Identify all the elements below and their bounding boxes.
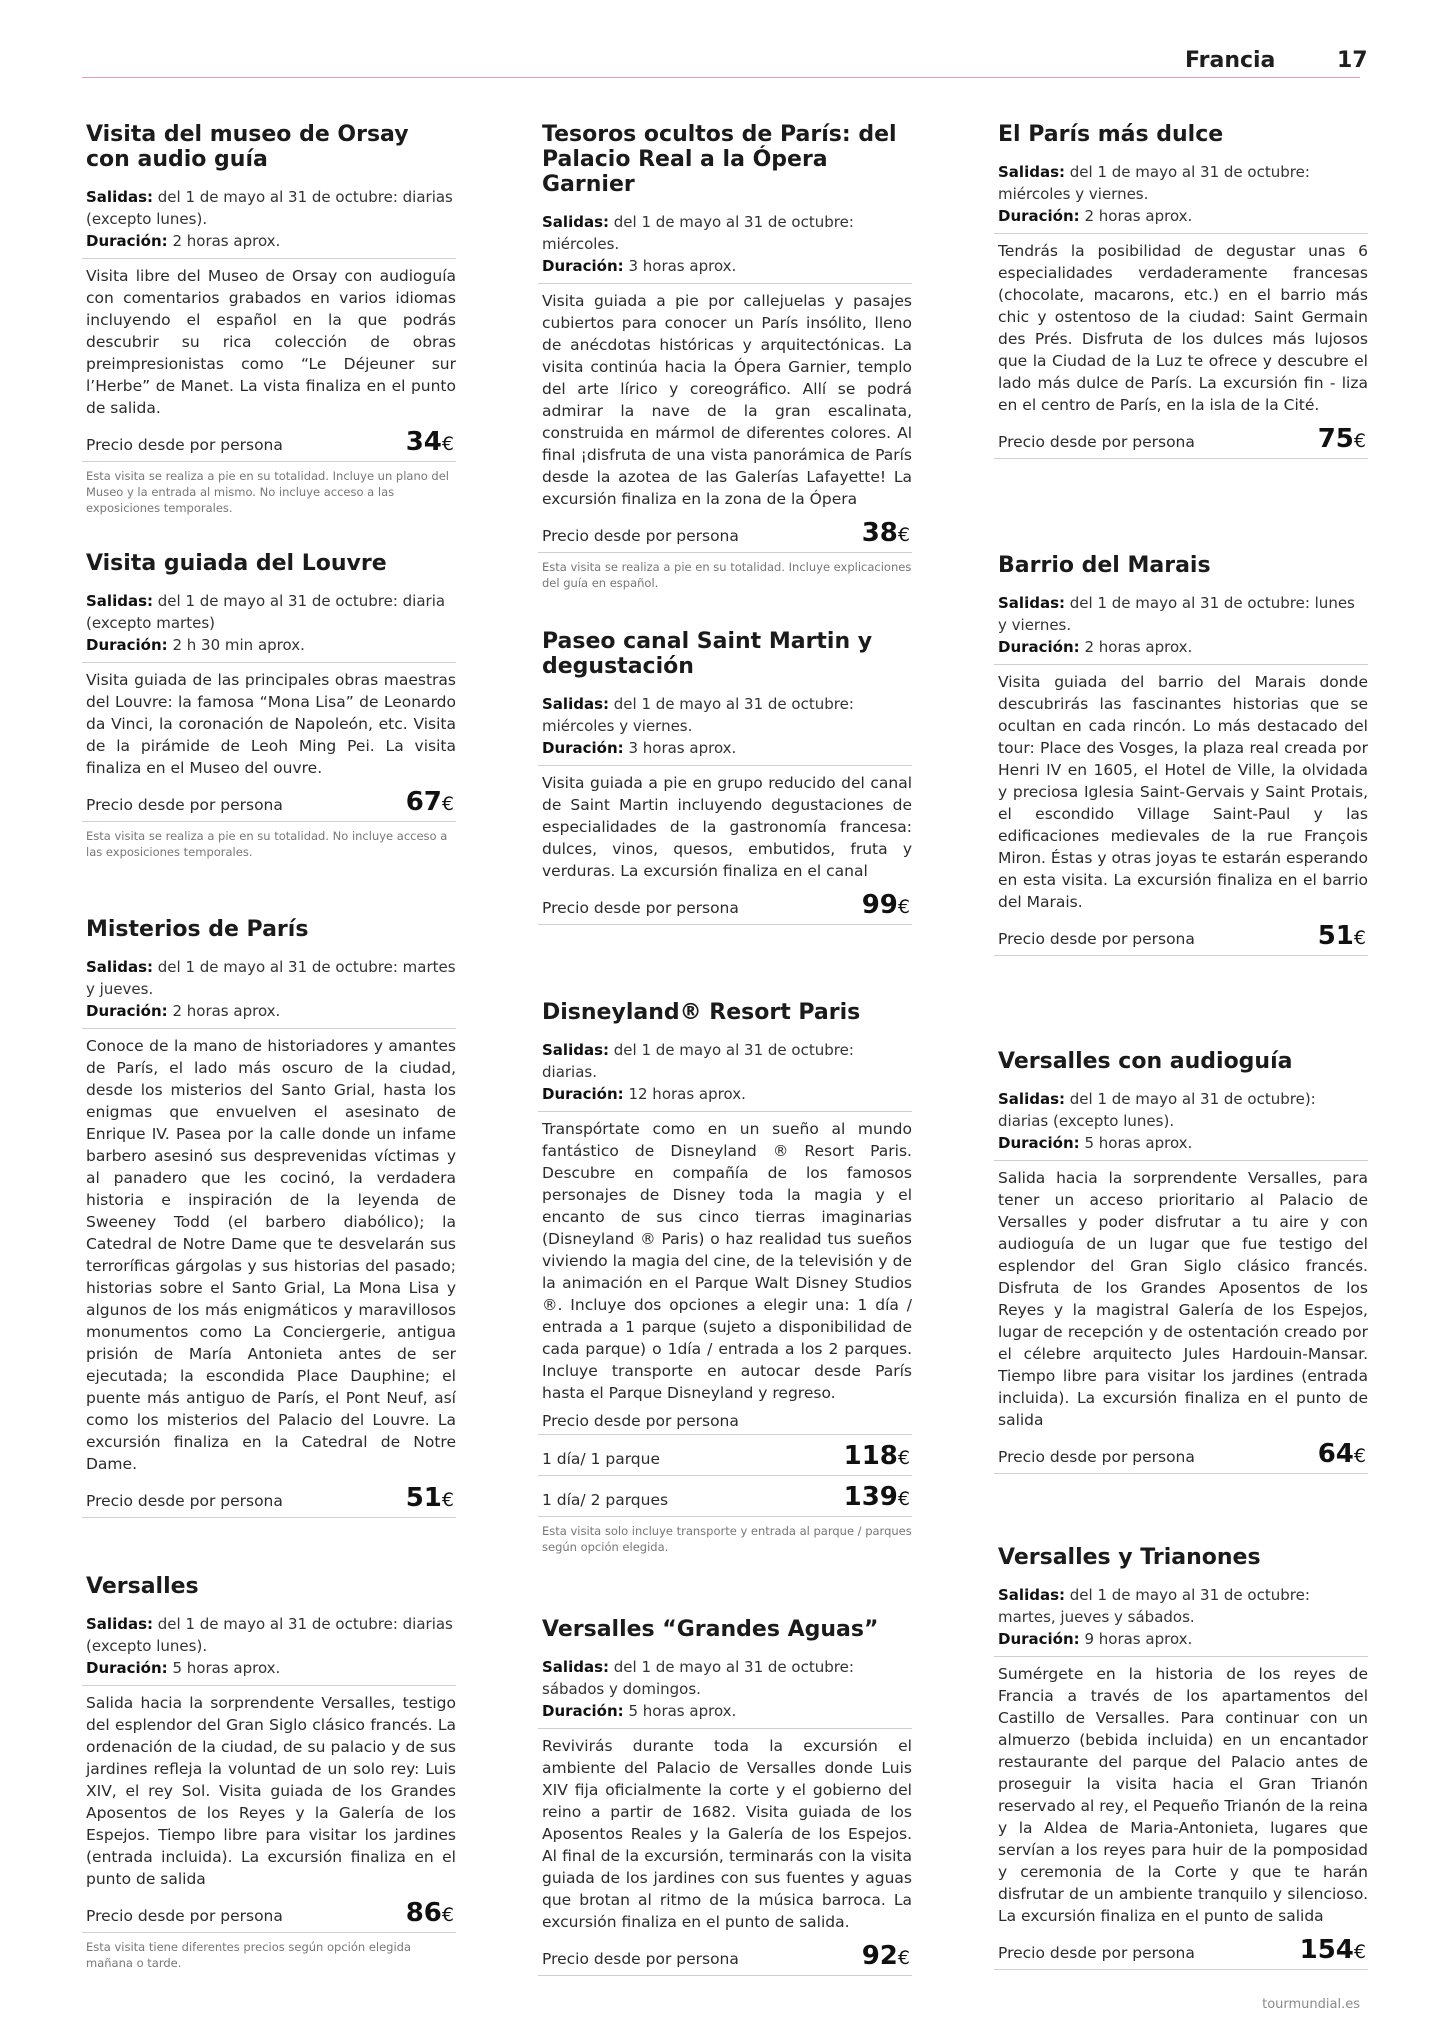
excursion-card xyxy=(994,1545,1368,1970)
duracion-text: Duración: 2 horas aprox. xyxy=(86,232,281,250)
price-label: Precio desde por persona xyxy=(542,1950,739,1968)
excursion-title: Versalles y Trianones xyxy=(998,1545,1261,1570)
divider xyxy=(82,1028,456,1029)
excursion-card xyxy=(82,551,456,860)
salidas-text: Salidas: del 1 de mayo al 31 de octubre: sábados y domingos. xyxy=(542,1658,854,1698)
excursion-title: Disneyland® Resort Paris xyxy=(542,1000,861,1025)
price-label: Precio desde por persona xyxy=(86,796,283,814)
excursion-card xyxy=(994,1049,1368,1474)
divider xyxy=(82,1517,456,1518)
price-value: 38€ xyxy=(861,518,910,548)
excursion-card xyxy=(538,1617,912,1976)
excursion-title: Misterios de París xyxy=(86,917,309,942)
excursion-note: Esta visita tiene diferentes precios según opción elegida mañana o tarde. xyxy=(86,1940,412,1970)
salidas-text: Salidas: del 1 de mayo al 31 de octubre: lunes y viernes. xyxy=(998,594,1355,634)
option-row xyxy=(538,1441,912,1471)
price-row xyxy=(82,427,456,457)
price-label: Precio desde por persona xyxy=(86,1907,283,1925)
divider xyxy=(538,1975,912,1976)
excursion-description: Conoce de la mano de historiadores y amantes de París, el lado más oscuro de la ciudad, desde los misterios del Santo Grial, hasta los enigmas que envuelven el asesinato de Enrique IV. Pasea por la calle donde un infame barbero asesinó sus desprevenidas víctimas y al panadero que les cocinó, la verdadera historia e inspiración de la leyenda de Sweeney Todd (el barbero diabólico); la Catedral de Notre Dame que te desvelarán sus terroríficas gárgolas y sus historias del pasado; historias sobre el Santo Grial, La Mona Lisa y algunos de los más enigmáticos y maravillosos monumentos como La Conciergerie, antigua prisión de María Antonieta antes de ser ejecutada; la escondida Place Dauphine; el puente más antiguo de París, el Pont Neuf, así como los misterios del Palacio del Louvre. La excursión finaliza en la Catedral de Notre Dame. xyxy=(86,1037,456,1473)
excursion-card xyxy=(82,917,456,1518)
duracion-text: Duración: 2 h 30 min aprox. xyxy=(86,636,305,654)
divider xyxy=(82,258,456,259)
excursion-title: El París más dulce xyxy=(998,122,1224,147)
price-label: Precio desde por persona xyxy=(86,436,283,454)
excursion-title: Tesoros ocultos de París: del Palacio Real a la Ópera Garnier xyxy=(542,122,897,197)
divider xyxy=(538,1516,912,1517)
excursion-title: Paseo canal Saint Martin y degustación xyxy=(542,629,873,679)
excursion-description: Tendrás la posibilidad de degustar unas 6 especialidades verdaderamente francesas (chocolate, macarons, etc.) en el barrio más chic y ostentoso de la ciudad: Saint Germain des Prés. Disfruta de los dulces más lujosos que la Ciudad de la Luz te ofrece y descubre el lado más dulce de París. La excursión fin - liza en el centro de París, en la isla de la Cité. xyxy=(998,242,1368,414)
price-label: Precio desde por persona xyxy=(998,1944,1195,1962)
price-row xyxy=(538,518,912,548)
price-row xyxy=(82,1483,456,1513)
excursion-description: Sumérgete en la historia de los reyes de Francia a través de los apartamentos del Castillo de Versalles. Para continuar con un almuerzo (bebida incluida) en un encantador restaurante del parque del Palacio antes de proseguir la visita hacia el Gran Trianón reservado al rey, el Pequeño Trianón de la reina y la Aldea de Maria-Antonieta, lugares que servían a los reyes para huir de la pomposidad y ceremonia de la Corte y que te harán disfrutar de un ambiente tranquilo y silencioso. La excursión finaliza en el punto de salida xyxy=(998,1665,1368,1925)
duracion-text: Duración: 3 horas aprox. xyxy=(542,739,737,757)
price-value: 75€ xyxy=(1317,424,1366,454)
price-value: 67€ xyxy=(405,787,454,817)
excursion-description: Salida hacia la sorprendente Versalles, testigo del esplendor del Gran Siglo clásico francés. La ordenación de la ciudad, de su palacio y de sus jardines refleja la voluntad de un solo rey: Luis XIV, el rey Sol. Visita guiada de los Grandes Aposentos de los Reyes y la Galería de los Espejos. Tiempo libre para visitar los jardines (entrada incluida). La excursión finaliza en el punto de salida xyxy=(86,1694,456,1888)
duracion-text: Duración: 2 horas aprox. xyxy=(998,207,1193,225)
price-label: Precio desde por persona xyxy=(998,930,1195,948)
duracion-text: Duración: 2 horas aprox. xyxy=(86,1002,281,1020)
salidas-text: Salidas: del 1 de mayo al 31 de octubre: martes y jueves. xyxy=(86,958,456,998)
divider xyxy=(538,1111,912,1112)
price-label: Precio desde por persona xyxy=(998,433,1195,451)
duracion-text: Duración: 5 horas aprox. xyxy=(998,1134,1193,1152)
divider xyxy=(82,1932,456,1933)
excursion-title: Barrio del Marais xyxy=(998,553,1211,578)
price-value: 51€ xyxy=(405,1483,454,1513)
price-value: 118€ xyxy=(843,1441,910,1471)
price-value: 154€ xyxy=(1299,1935,1366,1965)
salidas-text: Salidas: del 1 de mayo al 31 de octubre): diarias (excepto lunes). xyxy=(998,1090,1316,1130)
duracion-text: Duración: 3 horas aprox. xyxy=(542,257,737,275)
price-label: Precio desde por persona xyxy=(86,1492,283,1510)
salidas-text: Salidas: del 1 de mayo al 31 de octubre: miércoles y viernes. xyxy=(998,163,1310,203)
excursion-description: Visita guiada a pie en grupo reducido del canal de Saint Martin incluyendo degustaciones de especialidades de la gastronomía francesa: dulces, vinos, quesos, embutidos, fruta y verduras. La excursión finaliza en el canal xyxy=(542,774,912,880)
divider xyxy=(994,664,1368,665)
excursion-title: Versalles xyxy=(86,1574,199,1599)
price-row xyxy=(538,1412,912,1430)
excursion-card xyxy=(82,122,456,516)
excursion-card xyxy=(538,1000,912,1555)
divider xyxy=(538,924,912,925)
salidas-text: Salidas: del 1 de mayo al 31 de octubre: diarias (excepto lunes). xyxy=(86,188,453,228)
salidas-text: Salidas: del 1 de mayo al 31 de octubre: diarias (excepto lunes). xyxy=(86,1615,453,1655)
divider xyxy=(994,233,1368,234)
price-label: Precio desde por persona xyxy=(542,899,739,917)
option-label: 1 día/ 1 parque xyxy=(542,1450,661,1468)
duracion-text: Duración: 5 horas aprox. xyxy=(542,1702,737,1720)
divider xyxy=(994,1473,1368,1474)
price-label: Precio desde por persona xyxy=(542,527,739,545)
excursion-note: Esta visita se realiza a pie en su totalidad. No incluye acceso a las exposiciones temporales. xyxy=(86,829,448,859)
price-label: Precio desde por persona xyxy=(542,1412,739,1430)
price-row xyxy=(994,1439,1368,1469)
excursion-card xyxy=(994,553,1368,956)
divider xyxy=(82,1685,456,1686)
excursion-description: Visita guiada de las principales obras maestras del Louvre: la famosa “Mona Lisa” de Leonardo da Vinci, la coronación de Napoleón, etc. Visita de la pirámide de Leoh Ming Pei. La visita finaliza en el Museo del ouvre. xyxy=(86,671,456,777)
header-divider xyxy=(82,77,1360,78)
duracion-text: Duración: 12 horas aprox. xyxy=(542,1085,746,1103)
price-row xyxy=(82,1898,456,1928)
page-number: 17 xyxy=(1337,48,1368,73)
price-value: 92€ xyxy=(861,1941,910,1971)
excursion-description: Visita guiada a pie por callejuelas y pasajes cubiertos para conocer un París insólito, lleno de anécdotas históricas y arquitectónicas. La visita continúa hacia la Ópera Garnier, templo del arte lírico y coreográfico. Allí se podrá admirar la nave de la gran escalinata, construida en mármol de diferentes colores. Al final ¡disfruta de una vista panorámica de París desde la azotea de las Galerías Lafayette! La excursión finaliza en la zona de la Ópera xyxy=(542,292,912,508)
excursion-description: Visita guiada del barrio del Marais donde descubrirás las fascinantes historias que se ocultan en cada rincón. Lo más destacado del tour: Place des Vosges, la plaza real creada por Henri IV en 1605, el Hotel de Ville, la olvidada y preciosa Iglesia Saint-Gervais y Saint Protais, el escondido Village Saint-Paul y las edificaciones medievales de la rue François Miron. Éstas y otras joyas te estarán esperando en esta visita. La excursión finaliza en el barrio del Marais. xyxy=(998,673,1368,911)
excursion-description: Visita libre del Museo de Orsay con audioguía con comentarios grabados en varios idiomas incluyendo el español en la que podrás descubrir su rica colección de obras preimpresionistas como “Le Déjeuner sur l’Herbe” de Manet. La vista finaliza en el punto de salida. xyxy=(86,267,456,417)
price-row xyxy=(82,787,456,817)
excursion-description: Salida hacia la sorprendente Versalles, para tener un acceso prioritario al Palacio de Versalles y poder disfrutar a tu aire y con audioguía de un lugar que fue testigo del esplendor del Gran Siglo clásico francés. Disfruta de los Grandes Aposentos de los Reyes y la magistral Galería de los Espejos, lugar de recepción y de ostentación creado por el célebre arquitecto Jules Hardouin-Mansar. Tiempo libre para visitar los jardines (entrada incluida). La excursión finaliza en el punto de salida xyxy=(998,1169,1368,1429)
divider xyxy=(538,765,912,766)
duracion-text: Duración: 2 horas aprox. xyxy=(998,638,1193,656)
divider xyxy=(538,552,912,553)
price-row xyxy=(994,921,1368,951)
option-label: 1 día/ 2 parques xyxy=(542,1491,669,1509)
salidas-text: Salidas: del 1 de mayo al 31 de octubre: miércoles. xyxy=(542,213,854,253)
header-title: Francia xyxy=(1185,48,1276,73)
price-value: 86€ xyxy=(405,1898,454,1928)
excursion-note: Esta visita se realiza a pie en su totalidad. Incluye un plano del Museo y la entrada al mismo. No incluye acceso a las exposiciones temporales. xyxy=(86,469,449,515)
divider xyxy=(538,283,912,284)
price-label: Precio desde por persona xyxy=(998,1448,1195,1466)
excursion-description: Transpórtate como en un sueño al mundo fantástico de Disneyland ® Resort Paris. Descubre en compañía de los famosos personajes de Disney toda la magia y el encanto de sus cinco tierras imaginarias (Disneyland ® Paris) o haz realidad tus sueños viviendo la magia del cine, de la televisión y de la animación en el Parque Walt Disney Studios ®. Incluye dos opciones a elegir una: 1 día / entrada a 1 parque (sujeto a disponibilidad de cada parque) o 1día / entrada a los 2 parques. Incluye transporte en autocar desde París hasta el Parque Disneyland y regreso. xyxy=(542,1120,912,1402)
divider xyxy=(82,461,456,462)
divider xyxy=(82,662,456,663)
excursion-note: Esta visita solo incluye transporte y entrada al parque / parques según opción elegida. xyxy=(542,1524,912,1554)
divider xyxy=(994,1160,1368,1161)
price-value: 34€ xyxy=(405,427,454,457)
footer-url[interactable]: tourmundial.es xyxy=(1262,1997,1360,2012)
price-value: 99€ xyxy=(861,890,910,920)
salidas-text: Salidas: del 1 de mayo al 31 de octubre: diarias. xyxy=(542,1041,854,1081)
price-value: 139€ xyxy=(843,1482,910,1512)
duracion-text: Duración: 9 horas aprox. xyxy=(998,1630,1193,1648)
price-row xyxy=(994,1935,1368,1965)
excursion-title: Versalles con audioguía xyxy=(998,1049,1293,1074)
price-value: 64€ xyxy=(1317,1439,1366,1469)
divider xyxy=(994,1969,1368,1970)
excursion-card xyxy=(82,1574,456,1971)
salidas-text: Salidas: del 1 de mayo al 31 de octubre: diaria (excepto martes) xyxy=(86,592,446,632)
duracion-text: Duración: 5 horas aprox. xyxy=(86,1659,281,1677)
divider xyxy=(82,821,456,822)
price-row xyxy=(538,1941,912,1971)
price-value: 51€ xyxy=(1317,921,1366,951)
divider xyxy=(994,955,1368,956)
excursion-title: Visita del museo de Orsay con audio guía xyxy=(86,122,409,172)
excursion-card xyxy=(538,122,912,591)
excursion-card xyxy=(538,629,912,925)
excursion-note: Esta visita se realiza a pie en su totalidad. Incluye explicaciones del guía en español. xyxy=(542,560,912,590)
excursion-title: Visita guiada del Louvre xyxy=(86,551,387,576)
salidas-text: Salidas: del 1 de mayo al 31 de octubre: miércoles y viernes. xyxy=(542,695,854,735)
excursion-title: Versalles “Grandes Aguas” xyxy=(542,1617,879,1642)
divider xyxy=(538,1475,912,1476)
excursion-description: Revivirás durante toda la excursión el ambiente del Palacio de Versalles donde Luis XIV fija oficialmente la corte y el gobierno del reino a partir de 1682. Visita guiada de los Aposentos Reales y la Galería de los Espejos. Al final de la excursión, terminarás con la visita guiada de los jardines con sus fuentes y aguas que brotan al ritmo de la música barroca. La excursión finaliza en el punto de salida. xyxy=(542,1737,912,1931)
divider xyxy=(538,1728,912,1729)
price-row xyxy=(538,890,912,920)
divider xyxy=(538,1434,912,1435)
option-row xyxy=(538,1482,912,1512)
divider xyxy=(994,458,1368,459)
price-row xyxy=(994,424,1368,454)
divider xyxy=(994,1656,1368,1657)
salidas-text: Salidas: del 1 de mayo al 31 de octubre: martes, jueves y sábados. xyxy=(998,1586,1310,1626)
excursion-card xyxy=(994,122,1368,459)
